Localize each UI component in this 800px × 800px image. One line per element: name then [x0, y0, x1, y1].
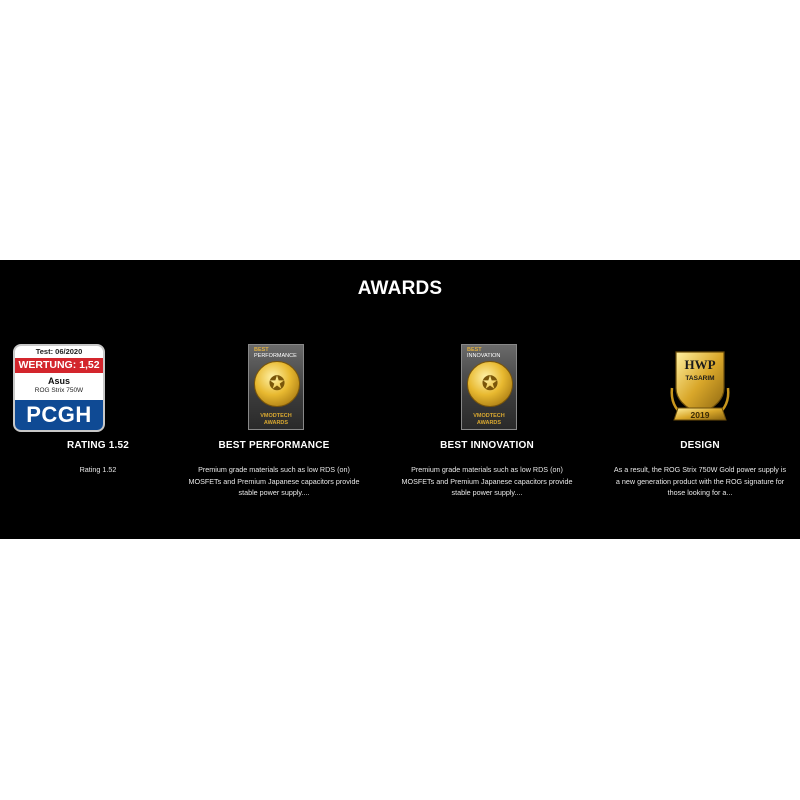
awards-heading: AWARDS: [357, 278, 443, 299]
hwp-badge: [668, 348, 732, 430]
award-card-design: [600, 344, 800, 499]
award-name: BEST PERFORMANCE: [218, 440, 330, 451]
award-card-best-performance: [174, 344, 374, 499]
hwp-year: 2019: [690, 410, 710, 420]
gold-medal-icon: ✪: [254, 361, 300, 407]
badge-line1: BEST: [254, 347, 269, 353]
award-description: Premium grade materials such as low RDS (on) MOSFETs and Premium Japanese capacitors provide stable power supply....: [188, 465, 360, 497]
awards-section: [0, 260, 800, 539]
award-name: RATING 1.52: [66, 440, 130, 451]
pcgh-brand: Asus: [47, 376, 70, 386]
pcgh-logo-text: PCGH: [15, 400, 103, 430]
vmodtech-badge: [461, 344, 517, 430]
pcgh-test-date: Test: 06/2020: [35, 347, 83, 356]
badge-line1: BEST: [467, 347, 482, 353]
award-card-best-innovation: [387, 344, 587, 499]
gold-medal-icon: ✪: [467, 361, 513, 407]
badge-line2: PERFORMANCE: [254, 353, 297, 359]
badge-footer2: AWARDS: [476, 420, 502, 426]
pcgh-model: ROG Strix 750W: [34, 387, 84, 394]
badge-footer1: VMODTECH: [473, 413, 505, 419]
badge-line2: INNOVATION: [467, 353, 501, 359]
pcgh-badge: [13, 344, 105, 432]
badge-footer1: VMODTECH: [260, 413, 292, 419]
award-logo-hwp: [600, 344, 800, 434]
award-description: Premium grade materials such as low RDS (on) MOSFETs and Premium Japanese capacitors provide stable power supply....: [401, 465, 573, 497]
pcgh-rating: WERTUNG: 1,52: [15, 358, 103, 373]
award-name: DESIGN: [680, 440, 720, 451]
award-logo-pcgh: [0, 344, 198, 434]
hwp-sub: TASARIM: [685, 375, 715, 382]
award-logo-vmodtech-innovation: [387, 344, 587, 434]
vmodtech-badge: [248, 344, 304, 430]
award-card-rating: [0, 344, 198, 476]
award-description: Rating 1.52: [79, 465, 117, 474]
badge-footer2: AWARDS: [263, 420, 289, 426]
award-description: As a result, the ROG Strix 750W Gold power supply is a new generation product with the ROG signature for those looking for a...: [613, 465, 787, 497]
hwp-brand: HWP: [684, 357, 716, 372]
award-name: BEST INNOVATION: [440, 440, 534, 451]
award-logo-vmodtech-performance: [174, 344, 374, 434]
